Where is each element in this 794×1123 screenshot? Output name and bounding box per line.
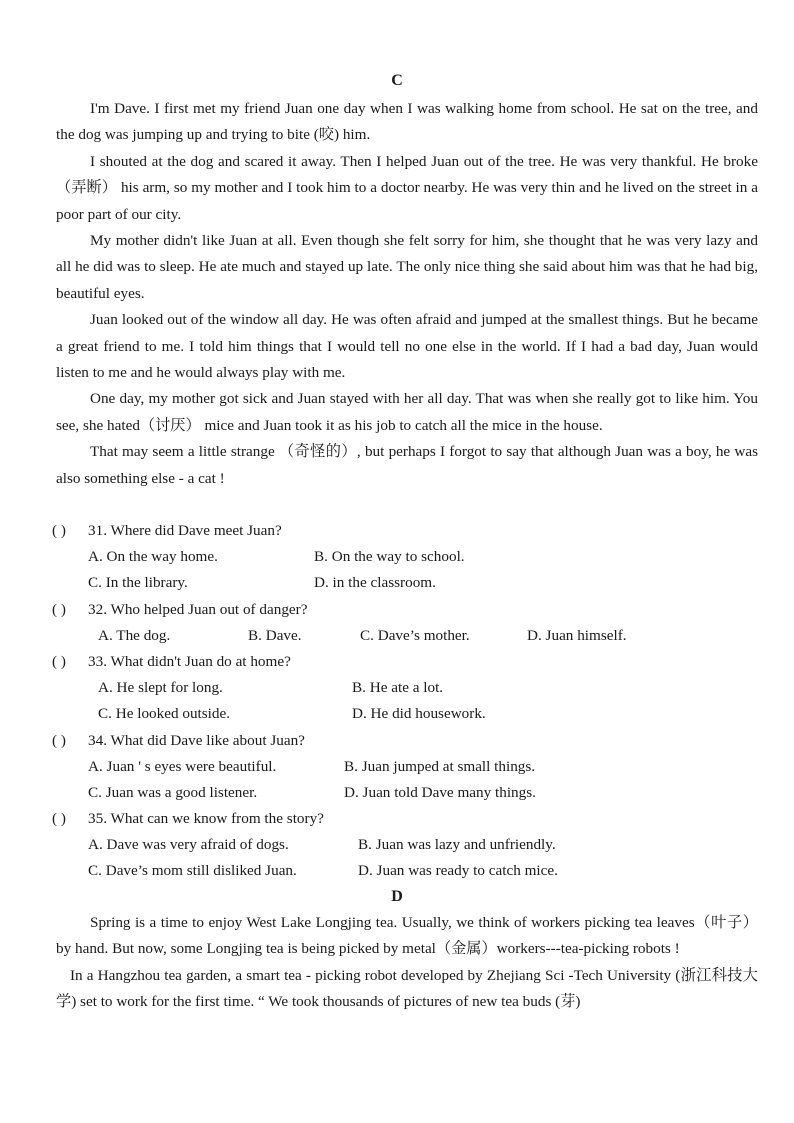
question-32-option-c: C. Dave’s mother. <box>360 626 470 644</box>
question-31-option-c: C. In the library. <box>88 574 188 592</box>
passage-c-paragraph-6: That may seem a little strange （奇怪的）, but perhaps I forgot to say that although Juan was a boy, he was also something else - a cat ! <box>56 443 758 487</box>
question-34 <box>52 728 752 754</box>
question-33-option-a: A. He slept for long. <box>98 679 223 697</box>
question-34-options-row-2 <box>52 780 752 806</box>
passage-c-paragraph-1: I'm Dave. I first met my friend Juan one day when I was walking home from school. He sat on the tree, and the dog was jumping up and trying to bite (咬) him. <box>56 100 758 144</box>
passage-d <box>56 910 758 1016</box>
passage-c-paragraph-2: I shouted at the dog and scared it away. Then I helped Juan out of the tree. He was very thankful. He broke（弄断） his arm, so my mother and I took him to a doctor nearby. He was very thin and he lived on the street in a poor part of our city. <box>56 152 758 223</box>
question-31 <box>52 518 752 544</box>
passage-d-paragraph-2: In a Hangzhou tea garden, a smart tea - picking robot developed by Zhejiang Sci -Tech University (浙江科技大学) set to work for the first time. “ We took thousands of pictures of new tea buds (芽) <box>56 966 758 1011</box>
answer-blank-32[interactable]: ( ) <box>52 600 66 618</box>
question-35-options-row-1 <box>52 832 752 858</box>
question-33-option-b: B. He ate a lot. <box>352 679 444 697</box>
question-32-option-b: B. Dave. <box>248 626 302 644</box>
question-32-stem: 32. Who helped Juan out of danger? <box>88 600 308 618</box>
question-33-option-c: C. He looked outside. <box>98 705 231 723</box>
question-31-option-d: D. in the classroom. <box>314 574 436 592</box>
question-35-option-a: A. Dave was very afraid of dogs. <box>88 836 289 854</box>
question-31-option-a: A. On the way home. <box>88 548 218 566</box>
question-33 <box>52 649 752 675</box>
passage-c <box>56 96 758 492</box>
question-35-options-row-2 <box>52 858 752 884</box>
question-35-stem: 35. What can we know from the story? <box>88 810 324 828</box>
passage-d-paragraph-1: Spring is a time to enjoy West Lake Longjing tea. Usually, we think of workers picking tea leaves（叶子）by hand. But now, some Longjing tea is being picked by metal（金属）workers---tea-picking robots ! <box>56 914 758 958</box>
question-list <box>52 518 752 885</box>
question-34-option-b: B. Juan jumped at small things. <box>344 757 536 775</box>
passage-c-paragraph-3: My mother didn't like Juan at all. Even though she felt sorry for him, she thought that he was very lazy and all he did was to sleep. He ate much and stayed up late. The only nice thing she said about him was that he had big, beautiful eyes. <box>56 232 758 302</box>
answer-blank-35[interactable]: ( ) <box>52 810 66 828</box>
question-31-options-row-2 <box>52 570 752 596</box>
question-33-option-d: D. He did housework. <box>352 705 486 723</box>
question-33-options-row-2 <box>52 701 752 727</box>
question-31-options-row-1 <box>52 544 752 570</box>
question-31-stem: 31. Where did Dave meet Juan? <box>88 522 282 539</box>
question-35-option-c: C. Dave’s mom still disliked Juan. <box>88 862 297 880</box>
question-33-stem: 33. What didn't Juan do at home? <box>88 652 291 670</box>
question-33-options-row-1 <box>52 675 752 701</box>
question-34-option-c: C. Juan was a good listener. <box>88 783 258 801</box>
question-32 <box>52 597 752 623</box>
section-d-title: D <box>391 888 403 905</box>
answer-blank-33[interactable]: ( ) <box>52 652 66 670</box>
question-34-options-row-1 <box>52 754 752 780</box>
answer-blank-34[interactable]: ( ) <box>52 731 66 749</box>
question-34-option-d: D. Juan told Dave many things. <box>344 783 536 801</box>
answer-blank-31[interactable]: ( ) <box>52 522 66 539</box>
section-c-title: C <box>391 72 403 89</box>
question-35 <box>52 806 752 832</box>
question-34-stem: 34. What did Dave like about Juan? <box>88 731 305 749</box>
passage-c-paragraph-4: Juan looked out of the window all day. He was often afraid and jumped at the smallest things. But he became a great friend to me. I told him things that I would tell no one else in the world. If I had a bad day, Juan would listen to me and he would always play with me. <box>56 311 758 382</box>
passage-c-paragraph-5: One day, my mother got sick and Juan stayed with her all day. That was when she really got to like him. You see, she hated（讨厌） mice and Juan took it as his job to catch all the mice in the house. <box>56 390 758 434</box>
question-32-option-d: D. Juan himself. <box>527 626 627 644</box>
question-35-option-d: D. Juan was ready to catch mice. <box>358 862 558 880</box>
question-34-option-a: A. Juan ' s eyes were beautiful. <box>88 757 277 775</box>
question-35-option-b: B. Juan was lazy and unfriendly. <box>358 836 556 854</box>
question-32-option-a: A. The dog. <box>98 626 171 644</box>
question-32-options-row <box>52 623 752 649</box>
question-31-option-b: B. On the way to school. <box>314 548 465 566</box>
